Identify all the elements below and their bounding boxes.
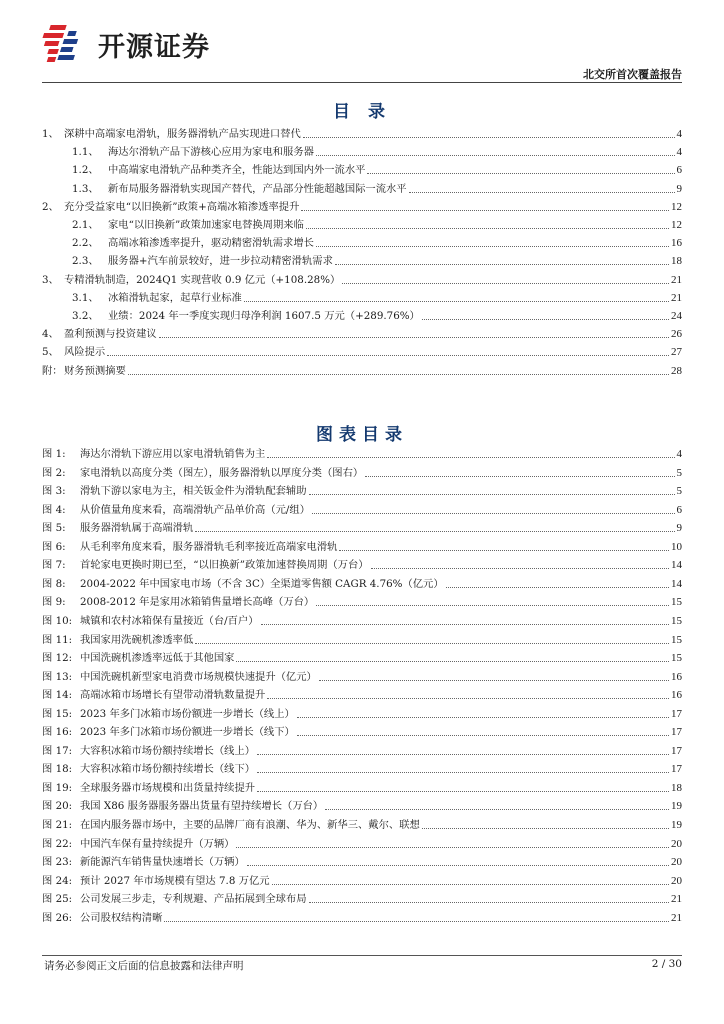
figure-entry-number: 图 26: <box>42 911 73 924</box>
figure-entry[interactable] <box>42 891 682 907</box>
toc-entry[interactable] <box>42 253 682 269</box>
figure-entry-page: 17 <box>671 763 682 776</box>
figure-entry-label: 大容积冰箱市场份额持续增长（线上） <box>80 744 256 757</box>
toc-entry[interactable] <box>42 272 682 288</box>
dot-leader <box>316 155 675 156</box>
dot-leader <box>257 772 669 773</box>
toc-title: 目 录 <box>333 102 391 122</box>
figure-entry-number: 图 23: <box>42 856 73 869</box>
brand-logo <box>38 20 210 68</box>
figure-entry-number: 图 24: <box>42 874 73 887</box>
toc-entry-number: 2.2、 <box>72 237 99 250</box>
toc-entry-label: 高端冰箱渗透率提升，驱动精密滑轨需求增长 <box>108 237 314 250</box>
toc-entry-page: 28 <box>671 364 682 377</box>
toc-entry-label: 新布局服务器滑轨实现国产替代，产品部分性能超越国际一流水平 <box>108 182 407 195</box>
toc-entry[interactable] <box>42 344 682 360</box>
dot-leader <box>312 513 675 514</box>
figure-entry[interactable] <box>42 446 682 462</box>
figure-entry-page: 15 <box>671 652 682 665</box>
figure-entry[interactable] <box>42 706 682 722</box>
figure-entry-label: 海达尔滑轨下游应用以家电滑轨销售为主 <box>80 448 266 460</box>
figure-entry-number: 图 2: <box>42 466 66 479</box>
dot-leader <box>272 884 669 885</box>
dot-leader <box>247 865 669 866</box>
figure-toc-title: 图表目录 <box>316 425 408 445</box>
figure-entry-page: 20 <box>671 874 682 887</box>
figure-entry[interactable] <box>42 836 682 852</box>
dot-leader <box>422 319 669 320</box>
toc-entry-page: 4 <box>676 146 682 159</box>
figure-entry-page: 6 <box>676 503 682 516</box>
dot-leader <box>316 246 669 247</box>
toc-entry-page: 16 <box>671 237 682 250</box>
toc-entry-number: 2.1、 <box>72 219 99 231</box>
dot-leader <box>159 337 669 338</box>
toc-entry[interactable] <box>42 199 682 215</box>
figure-entry-page: 15 <box>671 633 682 646</box>
toc-entry[interactable] <box>42 144 682 160</box>
dot-leader <box>297 717 669 718</box>
brand-logo-icon <box>38 21 92 67</box>
figure-entry-page: 19 <box>671 819 682 831</box>
toc-entry-label: 中高端家电滑轨产品种类齐全，性能达到国内外一流水平 <box>108 164 366 177</box>
figure-entry-label: 预计 2027 年市场规模有望达 7.8 万亿元 <box>80 874 270 887</box>
dot-leader <box>261 624 669 625</box>
toc-entry-number: 2、 <box>42 200 59 213</box>
figure-entry-page: 5 <box>676 466 682 479</box>
figure-entry-number: 图 11: <box>42 633 73 646</box>
toc-entry-page: 21 <box>671 291 682 304</box>
toc-entry[interactable] <box>42 363 682 379</box>
figure-entry-page: 14 <box>671 577 682 590</box>
figure-entry[interactable] <box>42 873 682 889</box>
toc-entry-page: 12 <box>671 219 682 231</box>
figure-entry-page: 9 <box>676 522 682 535</box>
figure-entry-label: 在国内服务器市场中，主要的品牌厂商有浪潮、华为、新华三、戴尔、联想 <box>80 819 420 831</box>
figure-entry-page: 18 <box>671 781 682 794</box>
toc-entry-page: 27 <box>671 346 682 359</box>
dot-leader <box>309 494 675 495</box>
toc-entry-label: 盈利预测与投资建议 <box>64 328 157 341</box>
figure-entry-label: 2023 年多门冰箱市场份额进一步增长（线上） <box>80 707 295 720</box>
figure-entry-page: 15 <box>671 596 682 609</box>
toc-entry-number: 5、 <box>42 346 59 359</box>
toc-entry[interactable] <box>42 181 682 197</box>
figure-entry-page: 20 <box>671 856 682 869</box>
toc-entry-label: 海达尔滑轨产品下游核心应用为家电和服务器 <box>108 146 314 159</box>
footer-disclaimer: 请务必参阅正文后面的信息披露和法律声明 <box>44 960 244 972</box>
figure-entry[interactable] <box>42 910 682 926</box>
dot-leader <box>339 550 669 551</box>
dot-leader <box>409 192 675 193</box>
toc-entry-label: 业绩：2024 年一季度实现归母净利润 1607.5 万元（+289.76%） <box>108 310 420 322</box>
figure-entry-number: 图 19: <box>42 781 73 794</box>
dot-leader <box>267 457 674 458</box>
toc-entry-page: 26 <box>671 328 682 341</box>
figure-entry-label: 从价值量角度来看，高端滑轨产品单价高（元/组） <box>80 503 310 516</box>
figure-entry-label: 我国 X86 服务器服务器出货量有望持续增长（万台） <box>80 800 324 813</box>
figure-entry-label: 我国家用洗碗机渗透率低 <box>80 633 194 646</box>
dot-leader <box>371 568 669 569</box>
figure-entry-number: 图 25: <box>42 893 73 906</box>
dot-leader <box>297 735 669 736</box>
toc-entry-number: 1.3、 <box>72 182 99 195</box>
figure-entry-label: 家电滑轨以高度分类（图左），服务器滑轨以厚度分类（图右） <box>80 466 364 479</box>
figure-entry-number: 图 6: <box>42 540 66 553</box>
figure-entry-page: 16 <box>671 689 682 702</box>
figure-entry-number: 图 5: <box>42 522 66 535</box>
dot-leader <box>319 680 669 681</box>
figure-entry-label: 中国洗碗机渗透率远低于其他国家 <box>80 652 235 665</box>
footer-divider <box>42 955 682 956</box>
figure-entry-page: 19 <box>671 800 682 813</box>
figure-entry-number: 图 3: <box>42 485 66 498</box>
dot-leader <box>195 531 674 532</box>
figure-entry-number: 图 21: <box>42 819 73 831</box>
header-divider <box>42 82 682 83</box>
toc-entry[interactable] <box>42 290 682 306</box>
figure-entry[interactable] <box>42 465 682 481</box>
figure-entry-number: 图 8: <box>42 577 66 590</box>
figure-entry[interactable] <box>42 613 682 629</box>
figure-entry[interactable] <box>42 798 682 814</box>
toc-entry-label: 专精滑轨制造，2024Q1 实现营收 0.9 亿元（+108.28%） <box>64 273 341 286</box>
figure-entry-label: 服务器滑轨属于高端滑轨 <box>80 522 194 535</box>
figure-entry-number: 图 13: <box>42 670 73 683</box>
figure-entry-label: 公司发展三步走，专利规避、产品拓展到全球布局 <box>80 893 307 906</box>
figure-entry-label: 2008-2012 年是家用冰箱销售量增长高峰（万台） <box>80 596 315 609</box>
dot-leader <box>335 264 669 265</box>
toc-entry-page: 9 <box>676 182 682 195</box>
figure-entry-page: 20 <box>671 837 682 850</box>
dot-leader <box>128 374 669 375</box>
toc-entry-number: 1、 <box>42 128 59 140</box>
dot-leader <box>446 587 669 588</box>
figure-entry[interactable] <box>42 687 682 703</box>
figure-entry-label: 滑轨下游以家电为主，相关钣金件为滑轨配套辅助 <box>80 485 307 498</box>
dot-leader <box>342 283 669 284</box>
figure-entry[interactable] <box>42 817 682 833</box>
dot-leader <box>316 605 669 606</box>
figure-entry-number: 图 9: <box>42 596 66 609</box>
figure-entry-number: 图 7: <box>42 559 66 572</box>
figure-entry[interactable] <box>42 594 682 610</box>
toc-entry-page: 12 <box>671 200 682 213</box>
figure-entry-label: 大容积冰箱市场份额持续增长（线下） <box>80 763 256 776</box>
toc-entry-label: 充分受益家电“以旧换新”政策+高端冰箱渗透率提升 <box>64 200 300 213</box>
figure-entry[interactable] <box>42 520 682 536</box>
figure-entry-page: 17 <box>671 744 682 757</box>
toc-entry[interactable] <box>42 326 682 342</box>
figure-entry-label: 2004-2022 年中国家电市场（不含 3C）全渠道零售额 CAGR 4.76%（亿元） <box>80 577 444 590</box>
figure-entry[interactable] <box>42 557 682 573</box>
figure-entry-number: 图 17: <box>42 744 73 757</box>
toc-entry[interactable] <box>42 126 682 142</box>
toc-entry-number: 4、 <box>42 328 59 341</box>
figure-entry-number: 图 14: <box>42 689 73 702</box>
figure-entry[interactable] <box>42 743 682 759</box>
figure-entry[interactable] <box>42 539 682 555</box>
dot-leader <box>257 754 669 755</box>
figure-entry-page: 14 <box>671 559 682 572</box>
toc-entry-number: 3.2、 <box>72 310 99 322</box>
toc-entry-label: 家电“以旧换新”政策加速家电替换周期来临 <box>108 219 304 231</box>
figure-entry[interactable] <box>42 650 682 666</box>
figure-entry-page: 10 <box>671 540 682 553</box>
dot-leader <box>422 828 669 829</box>
figure-entry[interactable] <box>42 669 682 685</box>
toc-entry-number: 附： <box>42 364 63 377</box>
dot-leader <box>367 173 674 174</box>
dot-leader <box>107 355 669 356</box>
toc-entry[interactable] <box>42 308 682 324</box>
figure-entry[interactable] <box>42 761 682 777</box>
figure-entry-label: 首轮家电更换时期已至，“以旧换新”政策加速替换周期（万台） <box>80 559 369 572</box>
figure-entry-number: 图 4: <box>42 503 66 516</box>
dot-leader <box>303 137 675 138</box>
toc-entry-page: 18 <box>671 255 682 268</box>
figure-entry-number: 图 12: <box>42 652 73 665</box>
figure-entry-number: 图 20: <box>42 800 73 813</box>
dot-leader <box>365 476 674 477</box>
figure-entry-label: 新能源汽车销售量快速增长（万辆） <box>80 856 245 869</box>
toc-entry-label: 财务预测摘要 <box>64 364 126 377</box>
figure-entry-page: 16 <box>671 670 682 683</box>
figure-entry-label: 公司股权结构清晰 <box>80 911 163 924</box>
toc-entry-label: 服务器+汽车前景较好，进一步拉动精密滑轨需求 <box>108 255 333 268</box>
dot-leader <box>195 643 669 644</box>
dot-leader <box>325 809 669 810</box>
dot-leader <box>164 921 669 922</box>
report-type-label: 北交所首次覆盖报告 <box>583 68 682 81</box>
figure-entry[interactable] <box>42 854 682 870</box>
toc-entry-page: 21 <box>671 273 682 286</box>
figure-entry-page: 5 <box>676 485 682 498</box>
brand-name: 开源证券 <box>98 31 210 63</box>
figure-entry-number: 图 15: <box>42 707 73 720</box>
figure-entry-page: 17 <box>671 707 682 720</box>
figure-entry-label: 从毛利率角度来看，服务器滑轨毛利率接近高端家电滑轨 <box>80 540 338 553</box>
figure-entry-label: 中国洗碗机新型家电消费市场规模快速提升（亿元） <box>80 670 317 683</box>
toc-entry-label: 深耕中高端家电滑轨，服务器滑轨产品实现进口替代 <box>64 128 301 140</box>
figure-entry-number: 图 1: <box>42 448 66 460</box>
figure-entry[interactable] <box>42 632 682 648</box>
toc-entry[interactable] <box>42 235 682 251</box>
dot-leader <box>267 698 669 699</box>
dot-leader <box>244 301 669 302</box>
figure-entry-number: 图 16: <box>42 726 73 739</box>
toc-entry-page: 4 <box>676 128 682 140</box>
toc-entry-number: 1.2、 <box>72 164 99 177</box>
figure-entry-page: 21 <box>671 911 682 924</box>
figure-entry[interactable] <box>42 576 682 592</box>
figure-entry-number: 图 10: <box>42 614 73 627</box>
toc-entry-number: 1.1、 <box>72 146 99 159</box>
toc-entry-number: 3、 <box>42 273 59 286</box>
toc-entry-page: 6 <box>676 164 682 177</box>
dot-leader <box>236 661 669 662</box>
toc-entry[interactable] <box>42 162 682 178</box>
figure-entry-label: 城镇和农村冰箱保有量接近（台/百户） <box>80 614 259 627</box>
figure-entry-label: 中国汽车保有量持续提升（万辆） <box>80 837 235 850</box>
figure-entry-number: 图 22: <box>42 837 73 850</box>
figure-entry[interactable] <box>42 483 682 499</box>
figure-entry-number: 图 18: <box>42 763 73 776</box>
figure-entry-page: 21 <box>671 893 682 906</box>
dot-leader <box>306 228 669 229</box>
figure-entry-label: 高端冰箱市场增长有望带动滑轨数量提升 <box>80 689 266 702</box>
toc-entry-page: 24 <box>671 310 682 322</box>
figure-entry-page: 17 <box>671 726 682 739</box>
toc-entry-label: 风险提示 <box>64 346 106 359</box>
dot-leader <box>309 902 669 903</box>
toc-entry-number: 2.3、 <box>72 255 99 268</box>
figure-entry[interactable] <box>42 780 682 796</box>
dot-leader <box>257 791 669 792</box>
figure-entry-page: 15 <box>671 614 682 627</box>
toc-entry-number: 3.1、 <box>72 291 99 304</box>
footer-page-number: 2 / 30 <box>651 958 682 970</box>
figure-entry[interactable] <box>42 724 682 740</box>
figure-entry-label: 全球服务器市场规模和出货量持续提升 <box>80 781 256 794</box>
figure-entry-label: 2023 年多门冰箱市场份额进一步增长（线下） <box>80 726 295 739</box>
dot-leader <box>301 210 669 211</box>
figure-entry[interactable] <box>42 502 682 518</box>
toc-entry[interactable] <box>42 217 682 233</box>
figure-entry-page: 4 <box>676 448 682 460</box>
toc-entry-label: 冰箱滑轨起家，起草行业标准 <box>108 291 242 304</box>
dot-leader <box>236 847 669 848</box>
